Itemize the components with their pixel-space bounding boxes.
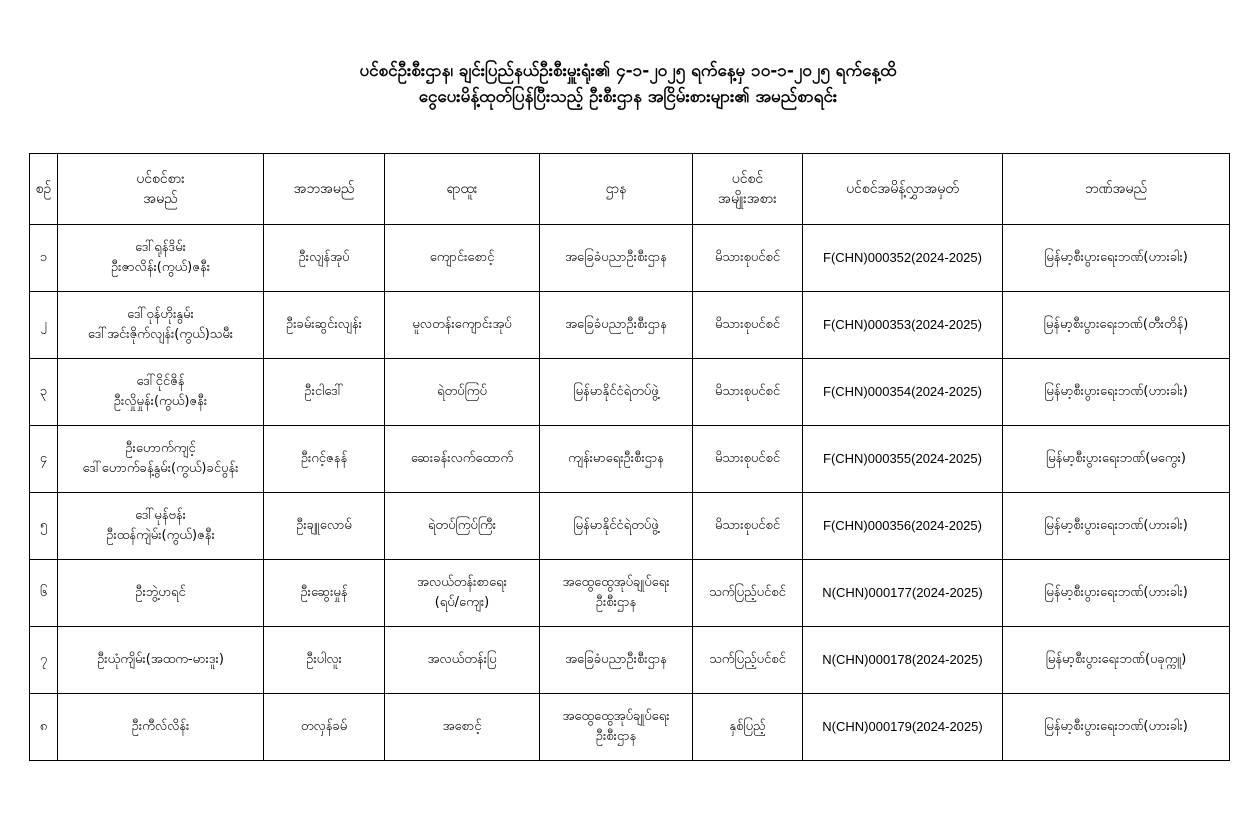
cell-pensioner-name: ဒေါ်မုန်ဗန်း ဦးထန်ကျဲမ်း(ကွယ်)ဇနီး [58,493,264,560]
table-row [30,627,1230,694]
header-bank-name: ဘဏ်အမည် [1003,154,1230,225]
cell-department: အထွေထွေအုပ်ချုပ်ရေး ဦးစီးဌာန [540,560,693,627]
cell-bank-name: မြန်မာ့စီးပွားရေးဘဏ်(ဟားခါး) [1003,694,1230,761]
cell-order-number: F(CHN)000352(2024-2025) [803,225,1003,292]
pensioner-table [29,153,1230,761]
cell-position: အလယ်တန်းပြ [385,627,540,694]
cell-department: ကျန်းမာရေးဦးစီးဌာန [540,426,693,493]
cell-no: ၅ [30,493,58,560]
cell-father-name: တလှန်ခမ် [264,694,385,761]
cell-no: ၂ [30,292,58,359]
table-header-row [30,154,1230,225]
header-father-name: အဘအမည် [264,154,385,225]
cell-department: မြန်မာနိုင်ငံရဲတပ်ဖွဲ့ [540,359,693,426]
cell-father-name: ဦးဆွေးမှုန် [264,560,385,627]
cell-bank-name: မြန်မာ့စီးပွားရေးဘဏ်(ဟားခါး) [1003,493,1230,560]
cell-pensioner-name: ဒေါ်ရုန်ဒိမ်း ဦးဇာလိန်း(ကွယ်)ဇနီး [58,225,264,292]
table-row [30,292,1230,359]
cell-no: ၈ [30,694,58,761]
cell-bank-name: မြန်မာ့စီးပွားရေးဘဏ်(ပခုက္ကူ) [1003,627,1230,694]
cell-bank-name: မြန်မာ့စီးပွားရေးဘဏ်(မကွေး) [1003,426,1230,493]
cell-pensioner-name: ဦးကီလ်လိန်း [58,694,264,761]
cell-department: မြန်မာနိုင်ငံရဲတပ်ဖွဲ့ [540,493,693,560]
cell-order-number: F(CHN)000355(2024-2025) [803,426,1003,493]
cell-father-name: ဦးဂင့်ဇနန် [264,426,385,493]
header-department: ဌာန [540,154,693,225]
table-row [30,426,1230,493]
cell-order-number: F(CHN)000356(2024-2025) [803,493,1003,560]
cell-pensioner-name: ဦးဟောက်ကျင့် ဒေါ်ဟောက်ခန့်နွမ်း(ကွယ်)ခင်ပွန်း [58,426,264,493]
cell-department: အထွေထွေအုပ်ချုပ်ရေး ဦးစီးဌာန [540,694,693,761]
cell-department: အခြေခံပညာဦးစီးဌာန [540,627,693,694]
cell-father-name: ဦးငါဒေါ် [264,359,385,426]
cell-pension-type: နှစ်ပြည့် [693,694,803,761]
cell-order-number: N(CHN)000179(2024-2025) [803,694,1003,761]
cell-pension-type: မိသားစုပင်စင် [693,292,803,359]
cell-father-name: ဦးခမ်းဆွင်းလျန်း [264,292,385,359]
cell-position: ရဲတပ်ကြပ်ကြီး [385,493,540,560]
cell-position: အလယ်တန်းစာရေး (ရပ်/ကျေး) [385,560,540,627]
table-row [30,359,1230,426]
title-line-1: ပင်စင်ဦးစီးဌာန၊ ချင်းပြည်နယ်ဦးစီးမှူးရုံး၏ ၄-၁-၂၀၂၅ ရက်နေ့မှ ၁၀-၁-၂၀၂၅ ရက်နေ့ထိ [359,61,897,81]
cell-pension-type: သက်ပြည့်ပင်စင် [693,560,803,627]
cell-father-name: ဦးချူလောမ် [264,493,385,560]
cell-position: ကျောင်းစောင့် [385,225,540,292]
cell-pensioner-name: ဦးဘွဲ့ဟရင် [58,560,264,627]
cell-no: ၇ [30,627,58,694]
cell-order-number: N(CHN)000177(2024-2025) [803,560,1003,627]
cell-order-number: N(CHN)000178(2024-2025) [803,627,1003,694]
cell-father-name: ဦးပါလူး [264,627,385,694]
header-pensioner-name: ပင်စင်စား အမည် [58,154,264,225]
cell-bank-name: မြန်မာ့စီးပွားရေးဘဏ်(ဟားခါး) [1003,225,1230,292]
cell-pension-type: မိသားစုပင်စင် [693,225,803,292]
cell-no: ၆ [30,560,58,627]
cell-position: မူလတန်းကျောင်းအုပ် [385,292,540,359]
cell-order-number: F(CHN)000354(2024-2025) [803,359,1003,426]
header-position: ရာထူး [385,154,540,225]
cell-position: ရဲတပ်ကြပ် [385,359,540,426]
cell-department: အခြေခံပညာဦးစီးဌာန [540,225,693,292]
header-pension-type: ပင်စင် အမျိုးအစား [693,154,803,225]
cell-no: ၃ [30,359,58,426]
cell-pension-type: မိသားစုပင်စင် [693,359,803,426]
cell-no: ၁ [30,225,58,292]
table-row [30,560,1230,627]
cell-bank-name: မြန်မာ့စီးပွားရေးဘဏ်(ဟားခါး) [1003,359,1230,426]
cell-position: အစောင့် [385,694,540,761]
cell-pension-type: မိသားစုပင်စင် [693,426,803,493]
cell-department: အခြေခံပညာဦးစီးဌာန [540,292,693,359]
cell-no: ၄ [30,426,58,493]
table-row [30,694,1230,761]
cell-father-name: ဦးလျန်အုပ် [264,225,385,292]
title-line-2: ငွေပေးမိန့်ထုတ်ပြန်ပြီးသည့် ဦးစီးဌာန အငြိမ်းစားများ၏ အမည်စာရင်း [418,87,838,107]
cell-pensioner-name: ဒေါ်ဝုန်ဟိုးနွမ်း ဒေါ်အင်းဇိုက်လျန်း(ကွယ်)သမီး [58,292,264,359]
cell-position: ဆေးခန်းလက်ထောက် [385,426,540,493]
cell-bank-name: မြန်မာ့စီးပွားရေးဘဏ်(ဟားခါး) [1003,560,1230,627]
header-order-number: ပင်စင်အမိန့်လွှာအမှတ် [803,154,1003,225]
cell-pension-type: သက်ပြည့်ပင်စင် [693,627,803,694]
cell-pension-type: မိသားစုပင်စင် [693,493,803,560]
cell-bank-name: မြန်မာ့စီးပွားရေးဘဏ်(တီးတိန်) [1003,292,1230,359]
cell-pensioner-name: ဦးယုံကျိမ်း(အထက-မားဒူး) [58,627,264,694]
cell-order-number: F(CHN)000353(2024-2025) [803,292,1003,359]
table-row [30,225,1230,292]
document-title [0,58,1256,110]
header-no: စဉ် [30,154,58,225]
table-row [30,493,1230,560]
cell-pensioner-name: ဒေါ်ငိုင်ဇိန် ဦးလှိုမှုန်း(ကွယ်)ဇနီး [58,359,264,426]
table-body [30,225,1230,761]
